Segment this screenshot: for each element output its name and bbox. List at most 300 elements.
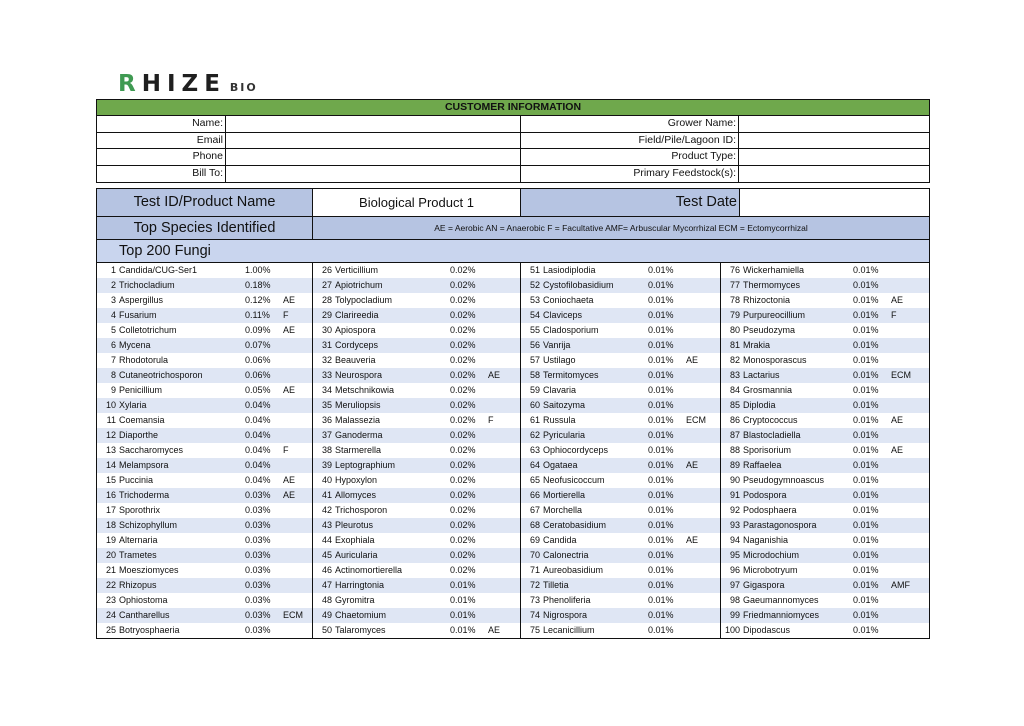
fungi-row bbox=[97, 323, 312, 338]
fungi-type bbox=[889, 518, 891, 533]
fungi-row bbox=[97, 578, 312, 593]
fungi-percent: 0.01% bbox=[853, 625, 879, 635]
fungi-name: Colletotrichum bbox=[119, 325, 177, 335]
fungi-name: Microbotryum bbox=[743, 565, 798, 575]
fungi-percent: 0.01% bbox=[853, 415, 879, 425]
fungi-row bbox=[313, 443, 520, 458]
fungi-grid bbox=[97, 263, 929, 638]
fungi-percent: 0.01% bbox=[853, 505, 879, 515]
fungi-name: Pseudozyma bbox=[743, 325, 796, 335]
fungi-rank: 90 bbox=[729, 475, 740, 485]
fungi-rank: 91 bbox=[729, 490, 740, 500]
fungi-type: AE bbox=[283, 325, 296, 335]
fungi-name: Aspergillus bbox=[119, 295, 164, 305]
fungi-percent: 0.12% bbox=[245, 295, 271, 305]
fungi-percent: 0.01% bbox=[853, 445, 879, 455]
fungi-percent: 0.04% bbox=[245, 400, 271, 410]
primary-feedstock-field[interactable] bbox=[739, 166, 929, 183]
fungi-row bbox=[721, 383, 929, 398]
fungi-name: Cutaneotrichosporon bbox=[119, 370, 203, 380]
fungi-type bbox=[889, 473, 891, 488]
fungi-percent: 0.01% bbox=[853, 430, 879, 440]
fungi-type bbox=[889, 563, 891, 578]
fungi-row bbox=[313, 308, 520, 323]
fungi-name: Cryptococcus bbox=[743, 415, 798, 425]
fungi-type bbox=[486, 263, 488, 278]
fungi-type bbox=[486, 338, 488, 353]
fungi-row bbox=[97, 263, 312, 278]
fungi-name: Pseudogymnoascus bbox=[743, 475, 825, 485]
fungi-name: Naganishia bbox=[743, 535, 789, 545]
fungi-name: Clavaria bbox=[543, 385, 577, 395]
fungi-rank: 38 bbox=[321, 445, 332, 455]
fungi-type bbox=[684, 428, 686, 443]
fungi-rank: 81 bbox=[729, 340, 740, 350]
fungi-percent: 0.11% bbox=[245, 310, 270, 320]
fungi-type bbox=[889, 278, 891, 293]
fungi-type bbox=[281, 278, 283, 293]
fungi-row bbox=[721, 413, 929, 428]
primary-feedstock-label: Primary Feedstock(s): bbox=[521, 166, 739, 183]
field-pile-lagoon-id-label: Field/Pile/Lagoon ID: bbox=[521, 133, 739, 149]
fungi-row bbox=[313, 263, 520, 278]
fungi-row bbox=[313, 518, 520, 533]
fungi-name: Talaromyces bbox=[335, 625, 386, 635]
fungi-row bbox=[313, 293, 520, 308]
fungi-row bbox=[721, 278, 929, 293]
fungi-row bbox=[97, 548, 312, 563]
fungi-column bbox=[313, 263, 521, 638]
fungi-percent: 0.01% bbox=[648, 400, 674, 410]
fungi-row bbox=[313, 623, 520, 638]
fungi-name: Coniochaeta bbox=[543, 295, 594, 305]
bill-to-label: Bill To: bbox=[97, 166, 226, 183]
fungi-percent: 0.01% bbox=[450, 625, 476, 635]
fungi-name: Apiotrichum bbox=[335, 280, 383, 290]
fungi-row bbox=[313, 473, 520, 488]
fungi-percent: 0.03% bbox=[245, 535, 271, 545]
fungi-percent: 0.01% bbox=[853, 610, 879, 620]
fungi-name: Lecanicillium bbox=[543, 625, 595, 635]
fungi-name: Saccharomyces bbox=[119, 445, 184, 455]
fungi-percent: 0.01% bbox=[853, 355, 879, 365]
fungi-percent: 0.01% bbox=[648, 565, 674, 575]
fungi-name: Candida bbox=[543, 535, 577, 545]
fungi-name: Thermomyces bbox=[743, 280, 801, 290]
fungi-name: Grosmannia bbox=[743, 385, 793, 395]
fungi-rank: 22 bbox=[105, 580, 116, 590]
fungi-type bbox=[684, 383, 686, 398]
fungi-name: Botryosphaeria bbox=[119, 625, 180, 635]
fungi-rank: 84 bbox=[729, 385, 740, 395]
fungi-type bbox=[889, 323, 891, 338]
fungi-rank: 35 bbox=[321, 400, 332, 410]
fungi-row bbox=[721, 458, 929, 473]
fungi-percent: 0.01% bbox=[450, 610, 476, 620]
fungi-type: AE bbox=[686, 460, 699, 470]
fungi-name: Chaetomium bbox=[335, 610, 387, 620]
fungi-percent: 0.02% bbox=[450, 355, 476, 365]
fungi-name: Wickerhamiella bbox=[743, 265, 805, 275]
fungi-percent: 0.01% bbox=[648, 385, 674, 395]
fungi-percent: 0.07% bbox=[245, 340, 271, 350]
phone-label: Phone bbox=[97, 149, 226, 165]
fungi-name: Trichosporon bbox=[335, 505, 388, 515]
customer-information-heading: CUSTOMER INFORMATION bbox=[97, 100, 929, 116]
fungi-type bbox=[486, 458, 488, 473]
fungi-type bbox=[281, 353, 283, 368]
fungi-rank: 51 bbox=[529, 265, 540, 275]
fungi-row bbox=[521, 308, 720, 323]
fungi-rank: 34 bbox=[321, 385, 332, 395]
fungi-name: Lactarius bbox=[743, 370, 780, 380]
fungi-type bbox=[684, 263, 686, 278]
fungi-name: Trametes bbox=[119, 550, 157, 560]
fungi-name: Mortierella bbox=[543, 490, 586, 500]
fungi-rank: 43 bbox=[321, 520, 332, 530]
fungi-percent: 0.01% bbox=[853, 535, 879, 545]
fungi-name: Tilletia bbox=[543, 580, 569, 590]
customer-information-table bbox=[96, 99, 930, 183]
fungi-name: Exophiala bbox=[335, 535, 375, 545]
fungi-row bbox=[97, 608, 312, 623]
fungi-name: Microdochium bbox=[743, 550, 800, 560]
fungi-name: Calonectria bbox=[543, 550, 589, 560]
fungi-name: Mycena bbox=[119, 340, 151, 350]
fungi-row bbox=[721, 623, 929, 638]
fungi-name: Fusarium bbox=[119, 310, 157, 320]
fungi-row bbox=[721, 308, 929, 323]
fungi-row bbox=[521, 458, 720, 473]
fungi-type: AE bbox=[283, 385, 296, 395]
fungi-name: Russula bbox=[543, 415, 576, 425]
fungi-percent: 0.03% bbox=[245, 565, 271, 575]
fungi-rank: 94 bbox=[729, 535, 740, 545]
fungi-type bbox=[684, 548, 686, 563]
fungi-row bbox=[97, 383, 312, 398]
fungi-percent: 0.01% bbox=[648, 430, 674, 440]
fungi-row bbox=[521, 323, 720, 338]
fungi-name: Verticillium bbox=[335, 265, 379, 275]
fungi-type bbox=[486, 323, 488, 338]
fungi-rank: 37 bbox=[321, 430, 332, 440]
fungi-row bbox=[313, 413, 520, 428]
fungi-name: Harringtonia bbox=[335, 580, 385, 590]
fungi-type bbox=[684, 563, 686, 578]
fungi-percent: 0.02% bbox=[450, 460, 476, 470]
fungi-type bbox=[889, 548, 891, 563]
fungi-rank: 59 bbox=[529, 385, 540, 395]
company-logo bbox=[118, 72, 258, 96]
fungi-percent: 0.01% bbox=[853, 400, 879, 410]
fungi-type bbox=[486, 308, 488, 323]
fungi-row bbox=[521, 593, 720, 608]
fungi-rank: 86 bbox=[729, 415, 740, 425]
fungi-rank: 54 bbox=[529, 310, 540, 320]
fungi-type: AE bbox=[891, 445, 904, 455]
fungi-column bbox=[97, 263, 313, 638]
fungi-row bbox=[721, 293, 929, 308]
fungi-rank: 92 bbox=[729, 505, 740, 515]
fungi-rank: 33 bbox=[321, 370, 332, 380]
fungi-percent: 0.01% bbox=[648, 265, 674, 275]
fungi-type bbox=[281, 503, 283, 518]
fungi-type bbox=[889, 488, 891, 503]
fungi-rank: 44 bbox=[321, 535, 332, 545]
fungi-row bbox=[313, 503, 520, 518]
customer-row bbox=[97, 133, 929, 150]
fungi-name: Nigrospora bbox=[543, 610, 588, 620]
fungi-type: F bbox=[283, 445, 289, 455]
fungi-name: Coemansia bbox=[119, 415, 165, 425]
product-type-label: Product Type: bbox=[521, 149, 739, 165]
fungi-type bbox=[486, 398, 488, 413]
fungi-percent: 0.01% bbox=[648, 280, 674, 290]
fungi-rank: 40 bbox=[321, 475, 332, 485]
fungi-rank: 6 bbox=[110, 340, 116, 350]
email-field[interactable] bbox=[226, 133, 521, 149]
fungi-type bbox=[684, 488, 686, 503]
fungi-percent: 0.04% bbox=[245, 430, 271, 440]
fungi-rank: 17 bbox=[105, 505, 116, 515]
fungi-type: AE bbox=[891, 295, 904, 305]
phone-field[interactable] bbox=[226, 149, 521, 165]
fungi-name: Rhodotorula bbox=[119, 355, 169, 365]
fungi-name: Pleurotus bbox=[335, 520, 374, 530]
customer-row bbox=[97, 116, 929, 133]
fungi-percent: 0.02% bbox=[450, 265, 476, 275]
fungi-row bbox=[721, 338, 929, 353]
fungi-type: AE bbox=[686, 535, 699, 545]
fungi-percent: 0.02% bbox=[450, 400, 476, 410]
fungi-row bbox=[521, 623, 720, 638]
grower-name-field[interactable] bbox=[739, 116, 929, 132]
fungi-name: Beauveria bbox=[335, 355, 376, 365]
fungi-name: Phenoliferia bbox=[543, 595, 591, 605]
fungi-rank: 55 bbox=[529, 325, 540, 335]
fungi-type bbox=[486, 488, 488, 503]
fungi-rank: 4 bbox=[110, 310, 116, 320]
fungi-type bbox=[889, 428, 891, 443]
fungi-type bbox=[684, 368, 686, 383]
fungi-type bbox=[889, 533, 891, 548]
fungi-name: Rhizoctonia bbox=[743, 295, 791, 305]
product-type-field[interactable] bbox=[739, 149, 929, 165]
fungi-type bbox=[889, 623, 891, 638]
fungi-name: Moesziomyces bbox=[119, 565, 179, 575]
fungi-row bbox=[721, 578, 929, 593]
fungi-row bbox=[313, 368, 520, 383]
fungi-rank: 52 bbox=[529, 280, 540, 290]
fungi-percent: 0.02% bbox=[450, 505, 476, 515]
fungi-rank: 68 bbox=[529, 520, 540, 530]
fungi-type bbox=[486, 278, 488, 293]
test-date-field[interactable] bbox=[740, 189, 929, 216]
fungi-rank: 61 bbox=[529, 415, 540, 425]
fungi-name: Candida/CUG-Ser1 bbox=[119, 265, 198, 275]
fungi-type bbox=[281, 263, 283, 278]
fungi-name: Cantharellus bbox=[119, 610, 170, 620]
fungi-name: Monosporascus bbox=[743, 355, 807, 365]
fungi-percent: 0.01% bbox=[853, 385, 879, 395]
fungi-row bbox=[97, 533, 312, 548]
fungi-row bbox=[97, 398, 312, 413]
fungi-row bbox=[313, 278, 520, 293]
fungi-type bbox=[889, 383, 891, 398]
fungi-type bbox=[889, 263, 891, 278]
fungi-percent: 0.01% bbox=[648, 535, 674, 545]
fungi-row bbox=[521, 428, 720, 443]
fungi-type: AE bbox=[891, 415, 904, 425]
fungi-percent: 0.03% bbox=[245, 490, 271, 500]
fungi-type bbox=[486, 383, 488, 398]
fungi-row bbox=[313, 578, 520, 593]
fungi-type: AMF bbox=[891, 580, 910, 590]
fungi-type: F bbox=[891, 310, 897, 320]
fungi-percent: 0.01% bbox=[853, 265, 879, 275]
fungi-type bbox=[486, 473, 488, 488]
fungi-header-row bbox=[97, 240, 929, 263]
fungi-row bbox=[721, 323, 929, 338]
test-id-label: Test ID/Product Name bbox=[97, 189, 313, 216]
fungi-row bbox=[721, 608, 929, 623]
fungi-name: Cystofilobasidium bbox=[543, 280, 614, 290]
fungi-rank: 13 bbox=[105, 445, 116, 455]
fungi-rank: 8 bbox=[110, 370, 116, 380]
fungi-rank: 65 bbox=[529, 475, 540, 485]
fungi-name: Sporothrix bbox=[119, 505, 161, 515]
fungi-percent: 0.02% bbox=[450, 550, 476, 560]
fungi-row bbox=[97, 563, 312, 578]
fungi-rank: 60 bbox=[529, 400, 540, 410]
bill-to-field[interactable] bbox=[226, 166, 521, 183]
fungi-percent: 0.01% bbox=[648, 550, 674, 560]
test-results-table bbox=[96, 188, 930, 639]
fungi-row bbox=[521, 353, 720, 368]
fungi-name: Claviceps bbox=[543, 310, 583, 320]
fungi-row bbox=[313, 488, 520, 503]
fungi-percent: 0.01% bbox=[853, 295, 879, 305]
fungi-row bbox=[97, 458, 312, 473]
fungi-rank: 31 bbox=[321, 340, 332, 350]
fungi-rank: 28 bbox=[321, 295, 332, 305]
fungi-row bbox=[521, 473, 720, 488]
fungi-rank: 3 bbox=[110, 295, 116, 305]
fungi-type bbox=[486, 563, 488, 578]
fungi-type: F bbox=[488, 415, 494, 425]
fungi-type bbox=[889, 353, 891, 368]
fungi-rank: 88 bbox=[729, 445, 740, 455]
fungi-rank: 63 bbox=[529, 445, 540, 455]
fungi-rank: 82 bbox=[729, 355, 740, 365]
fungi-row bbox=[721, 563, 929, 578]
fungi-rank: 16 bbox=[105, 490, 116, 500]
fungi-rank: 100 bbox=[724, 625, 740, 635]
fungi-rank: 45 bbox=[321, 550, 332, 560]
fungi-percent: 0.01% bbox=[853, 310, 879, 320]
fungi-percent: 0.02% bbox=[450, 430, 476, 440]
fungi-row bbox=[721, 473, 929, 488]
fungi-name: Ogataea bbox=[543, 460, 578, 470]
fungi-rank: 71 bbox=[529, 565, 540, 575]
fungi-row bbox=[97, 338, 312, 353]
fungi-percent: 1.00% bbox=[245, 265, 271, 275]
fungi-rank: 80 bbox=[729, 325, 740, 335]
fungi-row bbox=[97, 413, 312, 428]
fungi-type bbox=[684, 473, 686, 488]
fungi-name: Gigaspora bbox=[743, 580, 785, 590]
fungi-type bbox=[281, 563, 283, 578]
fungi-row bbox=[521, 338, 720, 353]
fungi-rank: 73 bbox=[529, 595, 540, 605]
fungi-name: Allomyces bbox=[335, 490, 377, 500]
fungi-percent: 0.02% bbox=[450, 385, 476, 395]
fungi-row bbox=[313, 323, 520, 338]
fungi-rank: 29 bbox=[321, 310, 332, 320]
name-field[interactable] bbox=[226, 116, 521, 132]
fungi-rank: 25 bbox=[105, 625, 116, 635]
fungi-rank: 47 bbox=[321, 580, 332, 590]
fungi-row bbox=[721, 398, 929, 413]
fungi-name: Ustilago bbox=[543, 355, 576, 365]
customer-row bbox=[97, 149, 929, 166]
fungi-row bbox=[97, 278, 312, 293]
fungi-percent: 0.09% bbox=[245, 325, 271, 335]
fungi-name: Apiospora bbox=[335, 325, 376, 335]
fungi-name: Blastocladiella bbox=[743, 430, 801, 440]
fungi-row bbox=[313, 593, 520, 608]
fungi-type bbox=[486, 593, 488, 608]
fungi-name: Meruliopsis bbox=[335, 400, 381, 410]
fungi-rank: 97 bbox=[729, 580, 740, 590]
field-pile-lagoon-id-field[interactable] bbox=[739, 133, 929, 149]
fungi-row bbox=[97, 518, 312, 533]
fungi-type bbox=[281, 428, 283, 443]
fungi-row bbox=[721, 503, 929, 518]
name-label: Name: bbox=[97, 116, 226, 132]
fungi-type bbox=[889, 338, 891, 353]
fungi-rank: 74 bbox=[529, 610, 540, 620]
test-date-label: Test Date bbox=[521, 189, 740, 216]
fungi-row bbox=[521, 368, 720, 383]
fungi-row bbox=[97, 308, 312, 323]
fungi-rank: 30 bbox=[321, 325, 332, 335]
fungi-name: Melampsora bbox=[119, 460, 169, 470]
fungi-row bbox=[721, 353, 929, 368]
fungi-percent: 0.01% bbox=[853, 550, 879, 560]
fungi-name: Ophiocordyceps bbox=[543, 445, 609, 455]
fungi-type bbox=[684, 443, 686, 458]
fungi-percent: 0.01% bbox=[853, 340, 879, 350]
fungi-percent: 0.01% bbox=[853, 460, 879, 470]
fungi-rank: 95 bbox=[729, 550, 740, 560]
fungi-type bbox=[889, 608, 891, 623]
fungi-row bbox=[521, 263, 720, 278]
fungi-rank: 42 bbox=[321, 505, 332, 515]
fungi-name: Parastagonospora bbox=[743, 520, 817, 530]
fungi-name: Actinomortierella bbox=[335, 565, 403, 575]
fungi-rank: 53 bbox=[529, 295, 540, 305]
fungi-rank: 87 bbox=[729, 430, 740, 440]
fungi-percent: 0.02% bbox=[450, 520, 476, 530]
fungi-percent: 0.01% bbox=[648, 520, 674, 530]
fungi-type bbox=[486, 353, 488, 368]
fungi-rank: 2 bbox=[110, 280, 116, 290]
fungi-name: Pyricularia bbox=[543, 430, 586, 440]
fungi-row bbox=[313, 458, 520, 473]
fungi-row bbox=[313, 398, 520, 413]
fungi-rank: 12 bbox=[105, 430, 116, 440]
